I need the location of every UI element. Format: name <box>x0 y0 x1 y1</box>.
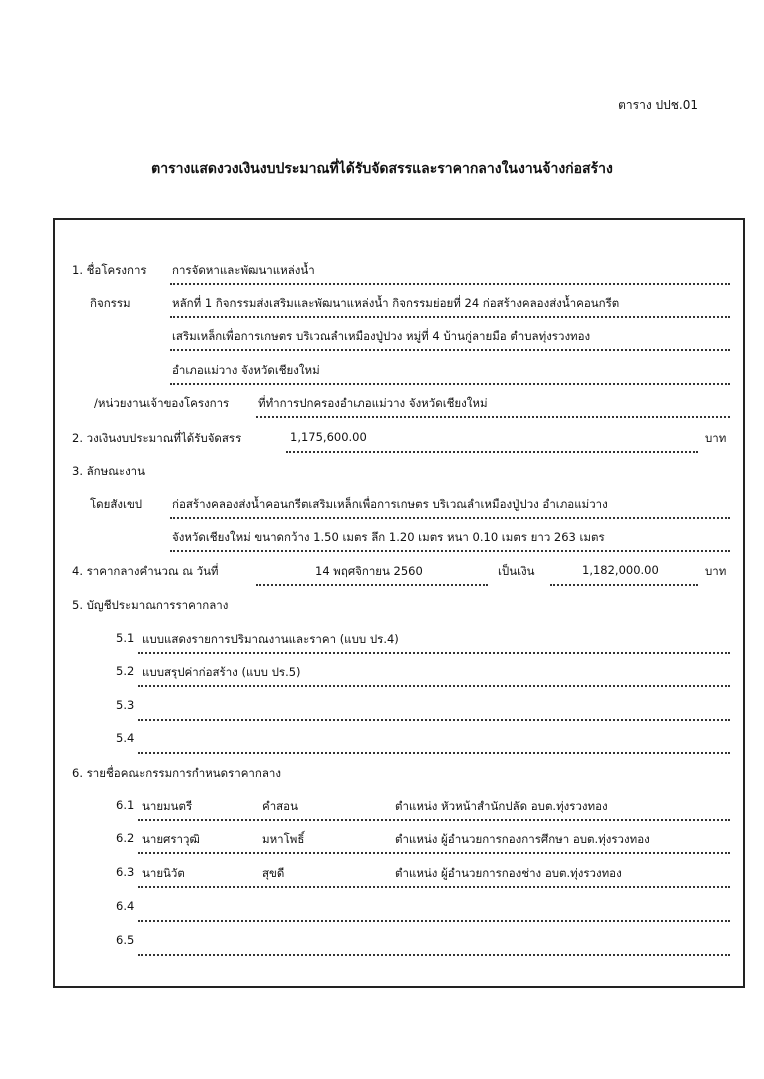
committee-last-name: คำสอน <box>262 799 298 813</box>
dotted-line <box>170 383 730 385</box>
activity-label: กิจกรรม <box>90 296 131 310</box>
committee-number: 6.3 <box>116 865 135 879</box>
estimate-item-number: 5.1 <box>116 631 135 645</box>
dotted-line <box>256 416 730 418</box>
summary-line-1: ก่อสร้างคลองส่งน้ำคอนกรีตเสริมเหล็กเพื่อการเกษตร บริเวณลำเหมืองปู่ปวง อำเภอแม่วาง <box>172 497 608 511</box>
price-amount: 1,182,000.00 <box>582 563 659 577</box>
dotted-line <box>138 920 730 922</box>
committee-first-name: นายศราวุฒิ <box>142 832 200 846</box>
committee-last-name: มหาโพธิ์ <box>262 832 305 846</box>
dotted-line <box>170 550 730 552</box>
estimate-item-number: 5.4 <box>116 731 135 745</box>
dotted-line <box>138 886 730 888</box>
section6-label: 6. รายชื่อคณะกรรมการกำหนดราคากลาง <box>72 766 281 780</box>
section3-label: 3. ลักษณะงาน <box>72 464 145 478</box>
budget-unit: บาท <box>705 431 727 445</box>
dotted-line <box>138 819 730 821</box>
price-amount-label: เป็นเงิน <box>498 564 535 578</box>
dotted-line <box>550 584 698 586</box>
document-title: ตารางแสดงวงเงินงบประมาณที่ได้รับจัดสรรและราคากลางในงานจ้างก่อสร้าง <box>151 161 613 177</box>
document-code: ตาราง ปปช.01 <box>618 98 698 112</box>
committee-number: 6.5 <box>116 933 135 947</box>
committee-first-name: นายมนตรี <box>142 799 193 813</box>
activity-line-2: เสริมเหล็กเพื่อการเกษตร บริเวณลำเหมืองปู่ปวง หมู่ที่ 4 บ้านกู่ลายมือ ตำบลทุ่งรวงทอง <box>172 329 591 343</box>
dotted-line <box>256 584 488 586</box>
dotted-line <box>170 517 730 519</box>
committee-first-name: นายนิวัต <box>142 866 185 880</box>
dotted-line <box>138 719 730 721</box>
estimate-item-text: แบบสรุปค่าก่อสร้าง (แบบ ปร.5) <box>142 665 301 679</box>
dotted-line <box>138 954 730 956</box>
project-name: การจัดหาและพัฒนาแหล่งน้ำ <box>172 263 315 277</box>
section5-label: 5. บัญชีประมาณการราคากลาง <box>72 598 229 612</box>
price-unit: บาท <box>705 564 727 578</box>
estimate-item-number: 5.3 <box>116 698 135 712</box>
activity-line-1: หลักที่ 1 กิจกรรมส่งเสริมและพัฒนาแหล่งน้ำ กิจกรรมย่อยที่ 24 ก่อสร้างคลองส่งน้ำคอนกรีต <box>172 296 620 310</box>
committee-number: 6.4 <box>116 899 135 913</box>
dotted-line <box>170 283 730 285</box>
section1-label: 1. ชื่อโครงการ <box>72 263 147 277</box>
estimate-item-number: 5.2 <box>116 664 135 678</box>
committee-position: ตำแหน่ง ผู้อำนวยการกองช่าง อบต.ทุ่งรวงทอง <box>395 866 622 880</box>
section2-label: 2. วงเงินงบประมาณที่ได้รับจัดสรร <box>72 431 242 445</box>
section4-label: 4. ราคากลางคำนวณ ณ วันที่ <box>72 564 219 578</box>
budget-amount: 1,175,600.00 <box>290 430 367 444</box>
dotted-line <box>138 752 730 754</box>
dotted-line <box>286 451 698 453</box>
estimate-item-text: แบบแสดงรายการปริมาณงานและราคา (แบบ ปร.4) <box>142 632 399 646</box>
owner-label: /หน่วยงานเจ้าของโครงการ <box>94 396 230 410</box>
committee-position: ตำแหน่ง หัวหน้าสำนักปลัด อบต.ทุ่งรวงทอง <box>395 799 608 813</box>
dotted-line <box>170 316 730 318</box>
summary-label: โดยสังเขป <box>90 497 143 511</box>
price-date: 14 พฤศจิกายน 2560 <box>315 564 423 578</box>
owner-value: ที่ทำการปกครองอำเภอแม่วาง จังหวัดเชียงใหม่ <box>258 396 488 410</box>
summary-line-2: จังหวัดเชียงใหม่ ขนาดกว้าง 1.50 เมตร ลึก 1.20 เมตร หนา 0.10 เมตร ยาว 263 เมตร <box>172 530 605 544</box>
committee-number: 6.2 <box>116 831 135 845</box>
activity-line-3: อำเภอแม่วาง จังหวัดเชียงใหม่ <box>172 363 320 377</box>
dotted-line <box>138 685 730 687</box>
committee-position: ตำแหน่ง ผู้อำนวยการกองการศึกษา อบต.ทุ่งรวงทอง <box>395 832 650 846</box>
committee-number: 6.1 <box>116 798 135 812</box>
dotted-line <box>170 349 730 351</box>
committee-last-name: สุขดี <box>262 866 285 880</box>
dotted-line <box>138 852 730 854</box>
dotted-line <box>138 652 730 654</box>
